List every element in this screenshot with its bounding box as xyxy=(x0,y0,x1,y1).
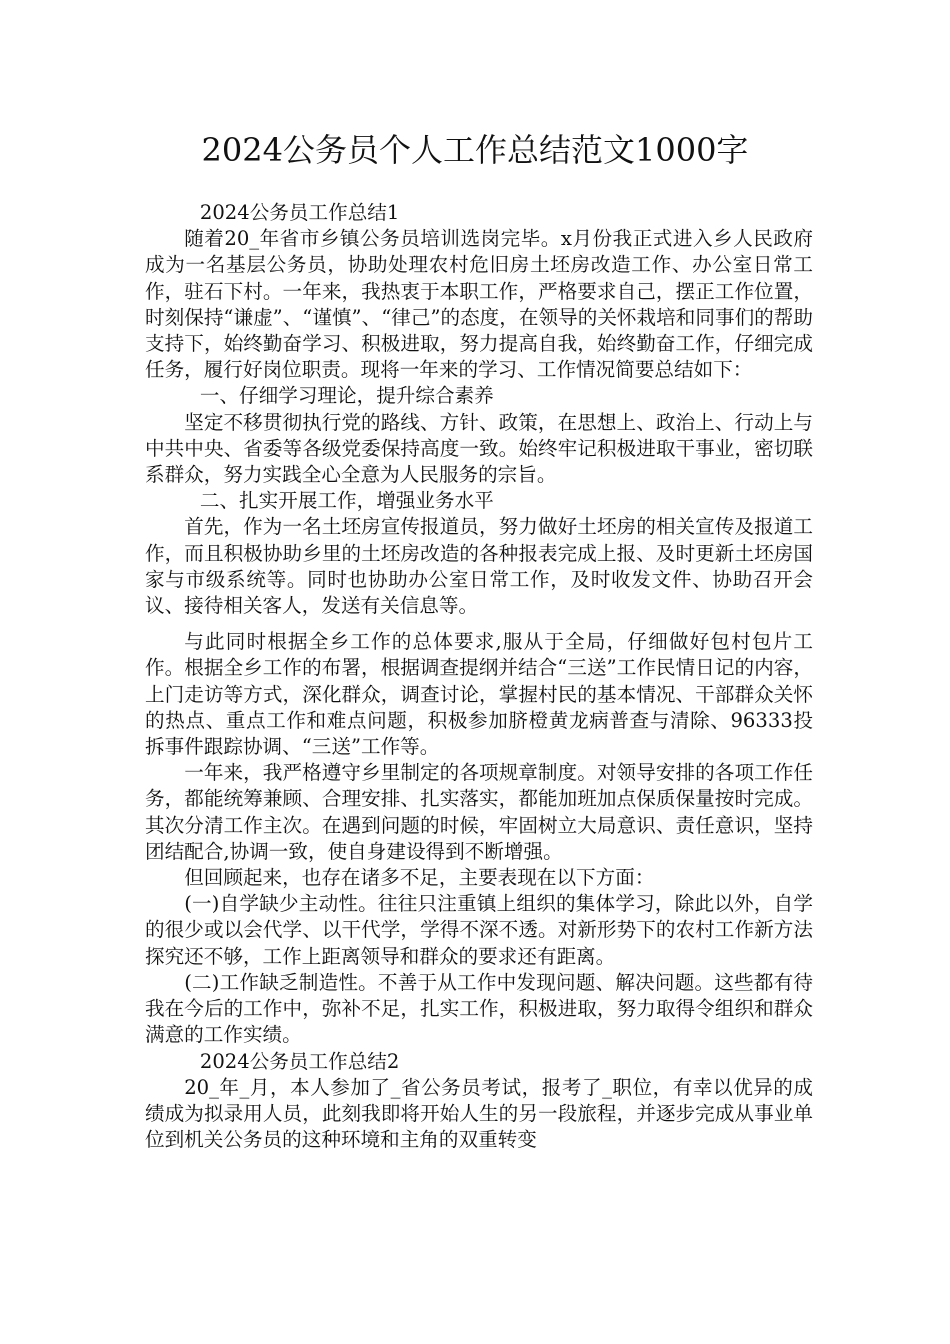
paragraph: (一)自学缺少主动性。往往只注重镇上组织的集体学习，除此以外，自学的很少或以会代学、以干代学，学得不深不透。对新形势下的农村工作新方法探究还不够，工作上距离领导和群众的要求还有距离。 xyxy=(145,892,813,968)
paragraph: 坚定不移贯彻执行党的路线、方针、政策，在思想上、政治上、行动上与中共中央、省委等各级党委保持高度一致。始终牢记积极进取干事业，密切联系群众，努力实践全心全意为人民服务的宗旨。 xyxy=(145,410,813,487)
document-body xyxy=(145,200,813,1153)
subsection-heading: 一、仔细学习理论，提升综合素养 xyxy=(199,384,494,408)
section-heading: 2024公务员工作总结2 xyxy=(199,1049,400,1073)
paragraph: 与此同时根据全乡工作的总体要求,服从于全局，仔细做好包村包片工作。根据全乡工作的布署，根据调查提纲并结合“三送”工作民情日记的内容，上门走访等方式，深化群众，调查讨论，掌握村民的基本情况、干部群众关怀的热点、重点工作和难点问题，积极参加脐橙黄龙病普查与清除、96333投拆事件跟踪协调、“三送”工作等。 xyxy=(145,630,813,759)
paragraph: 但回顾起来，也存在诸多不足，主要表现在以下方面： xyxy=(184,866,655,890)
paragraph: (二)工作缺乏制造性。不善于从工作中发现问题、解决问题。这些都有待我在今后的工作中，弥补不足，扎实工作，积极进取，努力取得令组织和群众满意的工作实绩。 xyxy=(145,970,813,1047)
paragraph: 随着20_年省市乡镇公务员培训选岗完毕。x月份我正式进入乡人民政府成为一名基层公务员，协助处理农村危旧房土坯房改造工作、办公室日常工作，驻石下村。一年来，我热衷于本职工作，严格要求自己，摆正工作位置，时刻保持“谦虚”、“谨慎”、“律己”的态度，在领导的关怀栽培和同事们的帮助支持下，始终勤奋学习、积极进取，努力提高自我，始终勤奋工作，仔细完成任务，履行好岗位职责。现将一年来的学习、工作情况简要总结如下： xyxy=(145,227,813,382)
document-title: 2024公务员个人工作总结范文1000字 xyxy=(201,131,749,169)
paragraph: 一年来，我严格遵守乡里制定的各项规章制度。对领导安排的各项工作任务，都能统筹兼顾、合理安排、扎实落实，都能加班加点保质保量按时完成。其次分清工作主次。在遇到问题的时候，牢固树立大局意识、责任意识，坚持团结配合,协调一致，使自身建设得到不断增强。 xyxy=(145,761,813,863)
section-heading: 2024公务员工作总结1 xyxy=(199,201,400,224)
paragraph: 20_年_月，本人参加了_省公务员考试，报考了_职位，有幸以优异的成绩成为拟录用人员，此刻我即将开始人生的另一段旅程，并逐步完成从事业单位到机关公务员的这种环境和主角的双重转变 xyxy=(145,1075,813,1152)
subsection-heading: 二、扎实开展工作，增强业务水平 xyxy=(199,489,494,513)
paragraph: 首先，作为一名土坯房宣传报道员，努力做好土坯房的相关宣传及报道工作，而且积极协助乡里的土坯房改造的各种报表完成上报、及时更新土坯房国家与市级系统等。同时也协助办公室日常工作，及时收发文件、协助召开会议、接待相关客人，发送有关信息等。 xyxy=(145,515,813,618)
